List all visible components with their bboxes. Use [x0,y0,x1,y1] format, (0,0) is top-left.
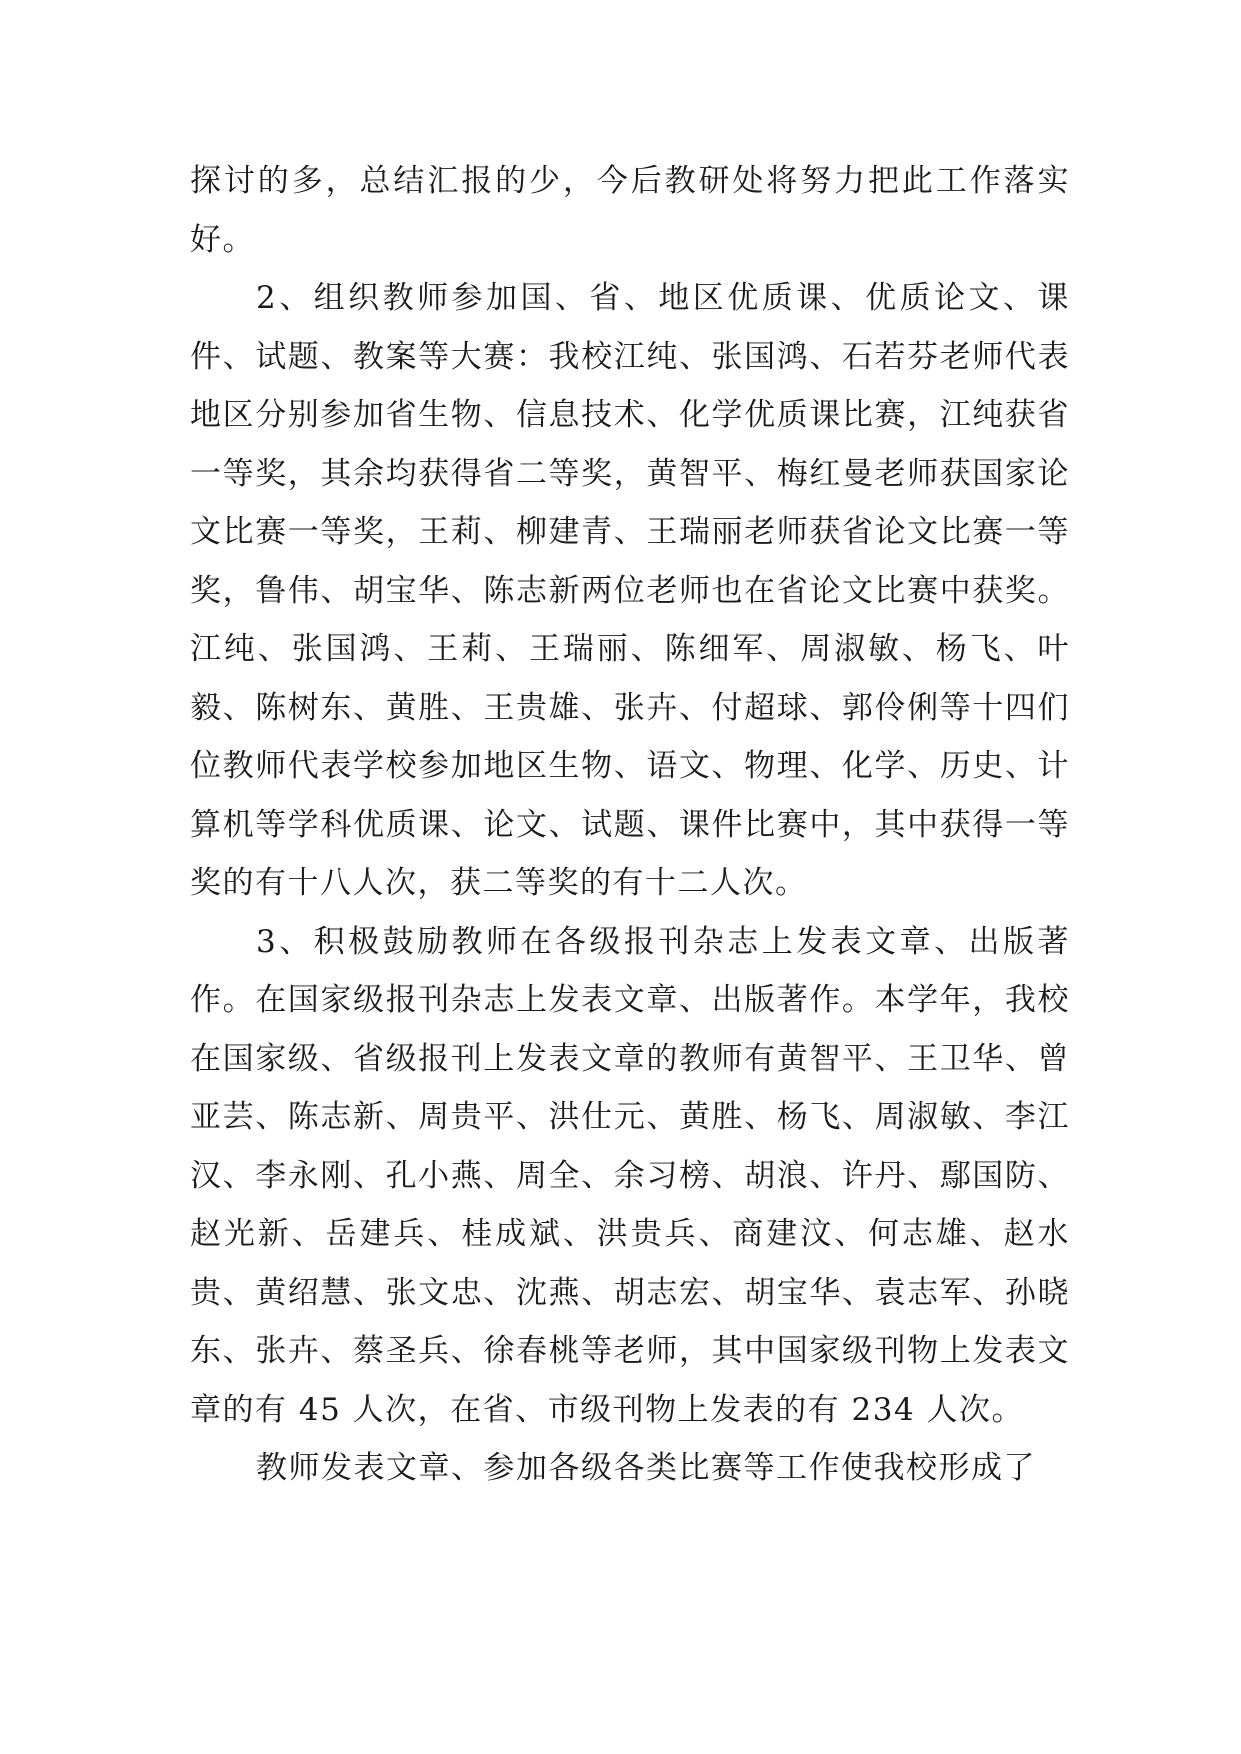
paragraph-1: 探讨的多，总结汇报的少，今后教研处将努力把此工作落实好。 [190,163,1070,258]
paragraph-3: 3、积极鼓励教师在各级报刊杂志上发表文章、出版著作。在国家级报刊杂志上发表文章、出版著作。本学年，我校在国家级、省级报刊上发表文章的教师有黄智平、王卫华、曾亚芸、陈志新、周贵平、洪仕元、黄胜、杨飞、周淑敏、李江汉、李永刚、孔小燕、周全、余习榜、胡浪、许丹、鄢国防、赵光新、岳建兵、桂成斌、洪贵兵、商建汶、何志雄、赵水贵、黄绍慧、张文忠、沈燕、胡志宏、胡宝华、袁志军、孙晓东、张卉、蔡圣兵、徐春桃等老师，其中国家级刊物上发表文章的有 45 人次，在省、市级刊物上发表的有 234 人次。 [190,923,1070,1428]
paragraph-2: 2、组织教师参加国、省、地区优质课、优质论文、课件、试题、教案等大赛：我校江纯、张国鸿、石若芬老师代表地区分别参加省生物、信息技术、化学优质课比赛，江纯获省一等奖，其余均获得省二等奖，黄智平、梅红曼老师获国家论文比赛一等奖，王莉、柳建青、王瑞丽老师获省论文比赛一等奖，鲁伟、胡宝华、陈志新两位老师也在省论文比赛中获奖。江纯、张国鸿、王莉、王瑞丽、陈细军、周淑敏、杨飞、叶毅、陈树东、黄胜、王贵雄、张卉、付超球、郭伶俐等十四们位教师代表学校参加地区生物、语文、物理、化学、历史、计算机等学科优质课、论文、试题、课件比赛中，其中获得一等奖的有十八人次，获二等奖的有十二人次。 [190,280,1070,901]
document-body [190,152,1070,1498]
paragraph-4: 教师发表文章、参加各级各类比赛等工作使我校形成了 [256,1450,1036,1486]
